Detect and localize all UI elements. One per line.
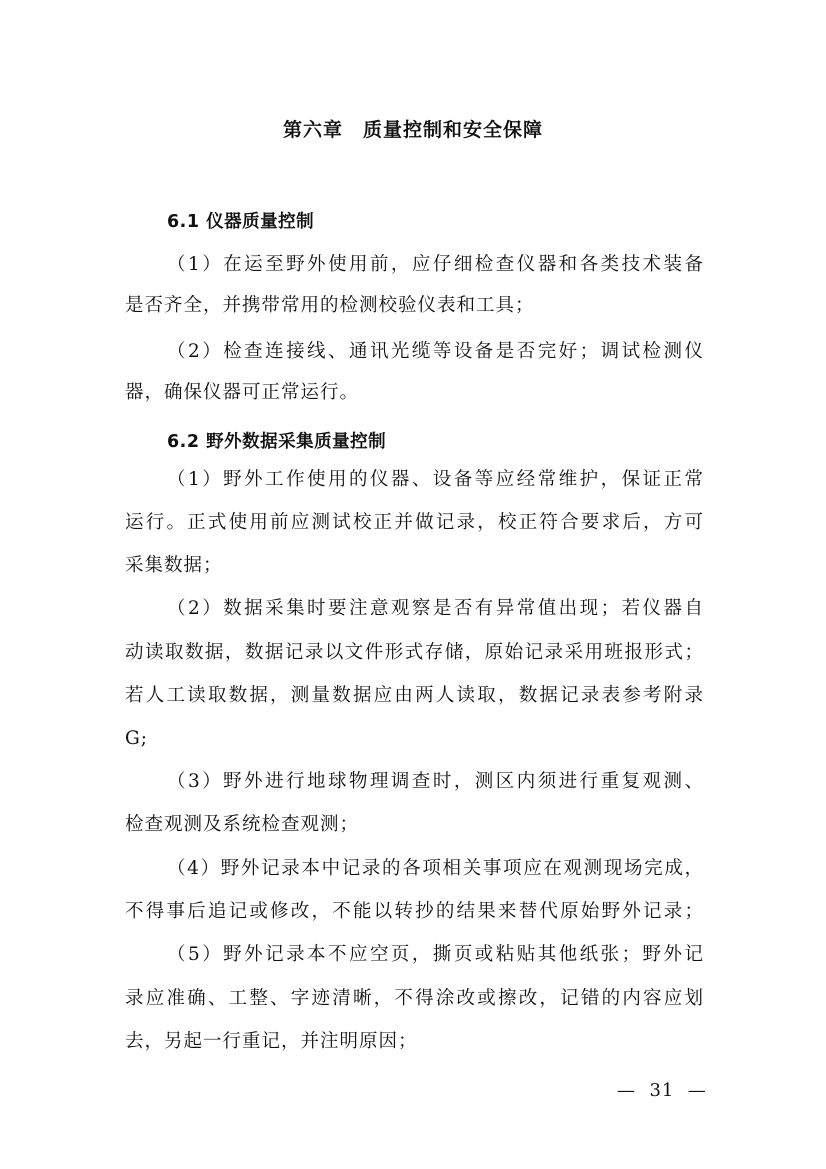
paragraph-line: （1）野外工作使用的仪器、设备等应经常维护，保证正常	[167, 469, 703, 490]
paragraph-line: （3）野外进行地球物理调查时，测区内须进行重复观测、	[167, 771, 703, 792]
paragraph-line: 检查观测及系统检查观测；	[125, 814, 360, 835]
paragraph-line: 若人工读取数据，测量数据应由两人读取，数据记录表参考附录	[125, 685, 703, 706]
paragraph-line: 录应准确、工整、字迹清晰，不得涂改或擦改，记错的内容应划	[125, 988, 703, 1009]
chapter-title: 第六章 质量控制和安全保障	[282, 119, 543, 141]
section-heading-6-2: 6.2 野外数据采集质量控制	[167, 432, 387, 452]
paragraph-line: （2）数据采集时要注意观察是否有异常值出现；若仪器自	[167, 598, 703, 619]
paragraph-line: 不得事后追记或修改，不能以转抄的结果来替代原始野外记录；	[125, 901, 703, 922]
paragraph-line: （1）在运至野外使用前，应仔细检查仪器和各类技术装备	[167, 254, 703, 275]
paragraph-line: （5）野外记录本不应空页，撕页或粘贴其他纸张；野外记	[167, 944, 703, 965]
paragraph-line: 器，确保仪器可正常运行。	[125, 382, 360, 403]
paragraph-line: （4）野外记录本中记录的各项相关事项应在观测现场完成，	[167, 858, 703, 879]
section-heading-6-1: 6.1 仪器质量控制	[167, 212, 315, 232]
paragraph-line: 动读取数据，数据记录以文件形式存储，原始记录采用班报形式；	[125, 642, 703, 663]
paragraph-line: G;	[125, 728, 149, 749]
page-number: — 31 —	[617, 1080, 707, 1101]
paragraph-line: 去，另起一行重记，并注明原因；	[125, 1031, 418, 1052]
paragraph-line: 采集数据；	[125, 555, 223, 576]
paragraph-line: 是否齐全，并携带常用的检测校验仪表和工具；	[125, 295, 535, 316]
paragraph-line: 运行。正式使用前应测试校正并做记录，校正符合要求后，方可	[125, 512, 703, 533]
paragraph-line: （2）检查连接线、通讯光缆等设备是否完好；调试检测仪	[167, 341, 703, 362]
